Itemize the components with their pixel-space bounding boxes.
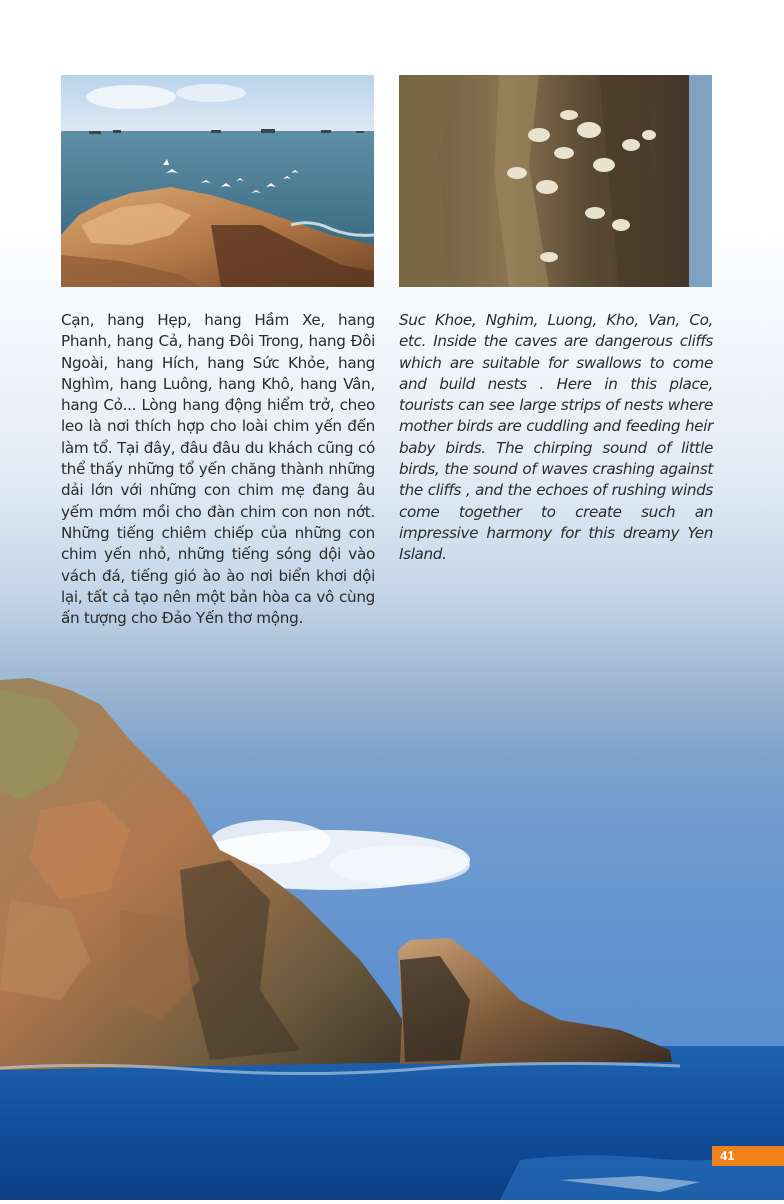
rocks-and-sea-birds-photo — [61, 75, 374, 287]
page-number: 41 — [712, 1146, 784, 1166]
cave-wall-bird-nests-photo — [399, 75, 712, 287]
island-cliffs-landscape-photo — [0, 660, 784, 1200]
english-body-text: Suc Khoe, Nghim, Luong, Kho, Van, Co, etc. Inside the caves are dangerous cliffs which are suitable for swallows to come and build nests . Here in this place, tourists can see large strips of nests where mother birds are cuddling and feeding heir baby birds. The chirping sound of little birds, the sound of waves crashing against the cliffs , and the echoes of rushing winds come together to create such an impressive harmony for this dreamy Yen Island. — [399, 311, 713, 564]
vietnamese-body-text: Cạn, hang Hẹp, hang Hầm Xe, hang Phanh, hang Cả, hang Đôi Trong, hang Đôi Ngoài, hang Hích, hang Sức Khỏe, hang Nghìm, hang Luông, hang Khô, hang Vân, hang Cỏ... Lòng hang động hiểm trở, cheo leo là nơi thích hợp cho loài chim yến đến làm tổ. Tại đây, đâu đâu du khách cũng có thể thấy những tổ yến chăng thành những dải lớn với những con chim mẹ đang âu yếm mớm mồi cho đàn chim con non nớt. Những tiếng chiêm chiếp của những con chim yến nhỏ, những tiếng sóng dội vào vách đá, tiếng gió ào ào nơi biển khơi dội lại, tất cả tạo nên một bản hòa ca vô cùng ấn tượng cho Đảo Yến thơ mộng. — [61, 311, 375, 628]
